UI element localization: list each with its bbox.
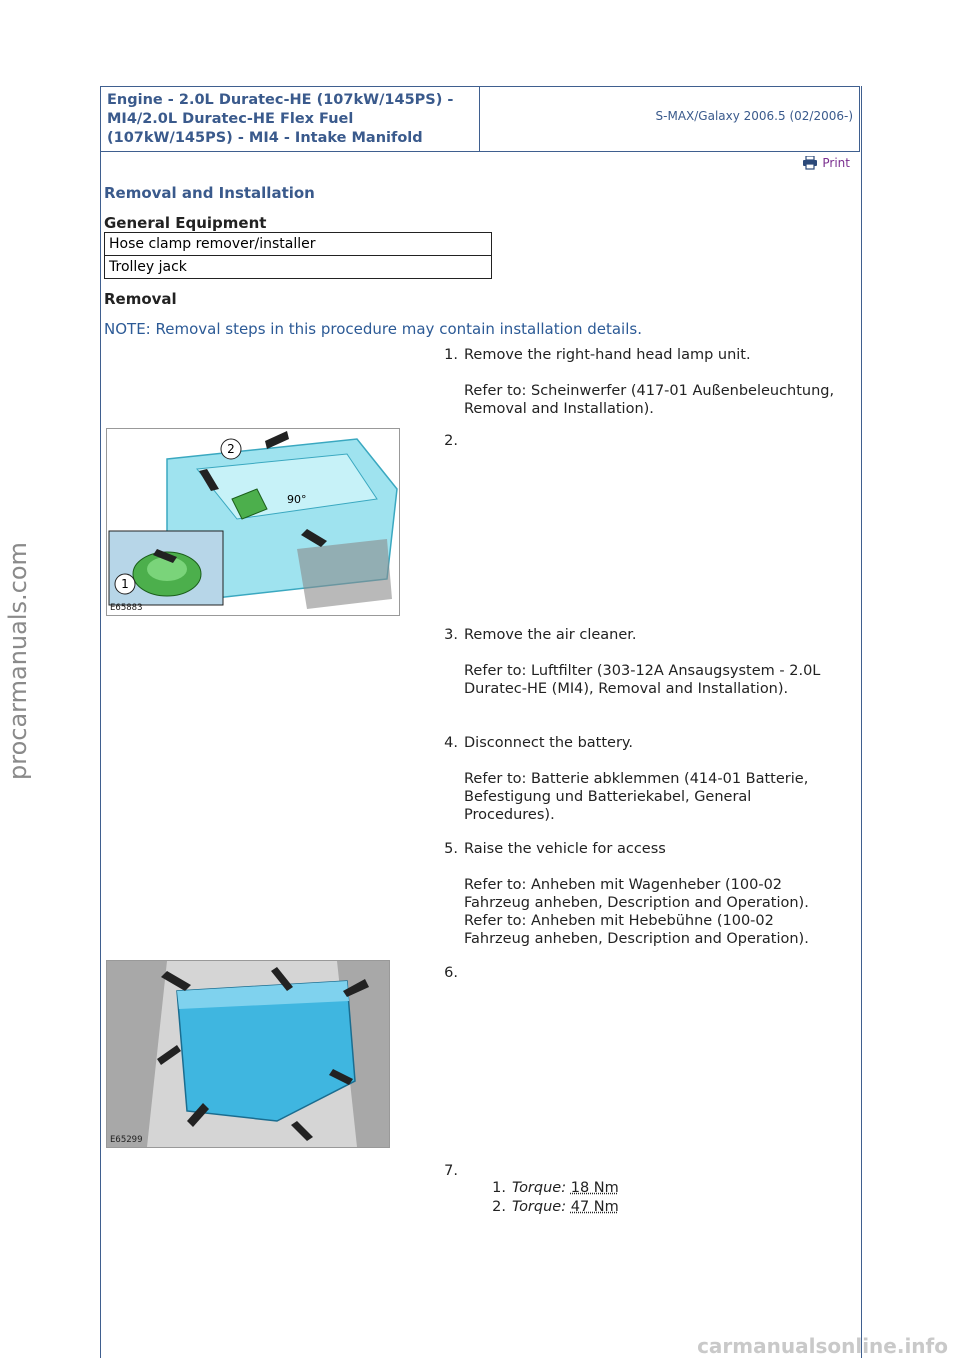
step-reference[interactable]: Refer to: Scheinwerfer (417-01 Außenbeleuchtung, Removal and Installation). <box>464 383 835 417</box>
step-text: Disconnect the battery. <box>464 735 634 751</box>
document-title: Engine - 2.0L Duratec-HE (107kW/145PS) - MI4/2.0L Duratec-HE Flex Fuel (107kW/145PS) - MI4 - Intake Manifold <box>107 92 454 146</box>
header-divider <box>479 87 480 151</box>
angle-label: 90° <box>287 493 307 506</box>
step-number: 1. <box>444 347 458 363</box>
torque-number: 1. <box>492 1180 506 1196</box>
torque-label: Torque: <box>512 1180 567 1196</box>
step-text: Remove the right-hand head lamp unit. <box>464 347 751 363</box>
torque-item <box>478 1180 619 1196</box>
section-title: Removal and Installation <box>104 184 315 202</box>
table-row <box>105 233 492 256</box>
step-text: Remove the air cleaner. <box>464 627 637 643</box>
torque-value[interactable]: 18 Nm <box>570 1180 619 1196</box>
equipment-item: Trolley jack <box>105 256 492 279</box>
equipment-table <box>104 232 492 279</box>
step-number: 6. <box>444 965 458 981</box>
step-reference[interactable]: Refer to: Luftfilter (303-12A Ansaugsystem - 2.0L Duratec-HE (MI4), Removal and Installation). <box>464 663 821 697</box>
step-reference[interactable]: Refer to: Anheben mit Wagenheber (100-02 Fahrzeug anheben, Description and Operation). <box>464 877 809 911</box>
bottom-watermark: carmanualsonline.info <box>697 1334 948 1358</box>
step-number: 3. <box>444 627 458 643</box>
equipment-item: Hose clamp remover/installer <box>105 233 492 256</box>
torque-item <box>478 1199 619 1215</box>
callout-1: 1 <box>121 577 129 591</box>
note-text: NOTE: Removal steps in this procedure may contain installation details. <box>104 320 642 338</box>
table-row <box>105 256 492 279</box>
vehicle-model: S-MAX/Galaxy 2006.5 (02/2006-) <box>655 109 853 123</box>
step-reference[interactable]: Refer to: Anheben mit Hebebühne (100-02 Fahrzeug anheben, Description and Operation). <box>464 913 809 947</box>
step-number: 7. <box>444 1163 458 1179</box>
torque-value[interactable]: 47 Nm <box>570 1199 619 1215</box>
step-number: 5. <box>444 841 458 857</box>
engine-cover-figure[interactable] <box>106 428 400 616</box>
torque-label: Torque: <box>512 1199 567 1215</box>
step-number: 2. <box>444 433 458 449</box>
figure-code: E65883 <box>110 603 143 613</box>
print-button[interactable] <box>802 156 850 170</box>
step-number: 4. <box>444 735 458 751</box>
equipment-heading: General Equipment <box>104 214 267 232</box>
printer-icon <box>802 156 818 170</box>
figure-code: E65299 <box>110 1135 143 1145</box>
print-label: Print <box>822 156 850 170</box>
step-reference[interactable]: Refer to: Batterie abklemmen (414-01 Batterie, Befestigung und Batteriekabel, General Procedures). <box>464 771 809 823</box>
document-header <box>100 86 860 152</box>
removal-heading: Removal <box>104 290 177 308</box>
callout-2: 2 <box>227 442 235 456</box>
step-text: Raise the vehicle for access <box>464 841 666 857</box>
side-watermark: procarmanuals.com <box>4 542 32 780</box>
torque-number: 2. <box>492 1199 506 1215</box>
underbody-shield-figure[interactable] <box>106 960 390 1148</box>
